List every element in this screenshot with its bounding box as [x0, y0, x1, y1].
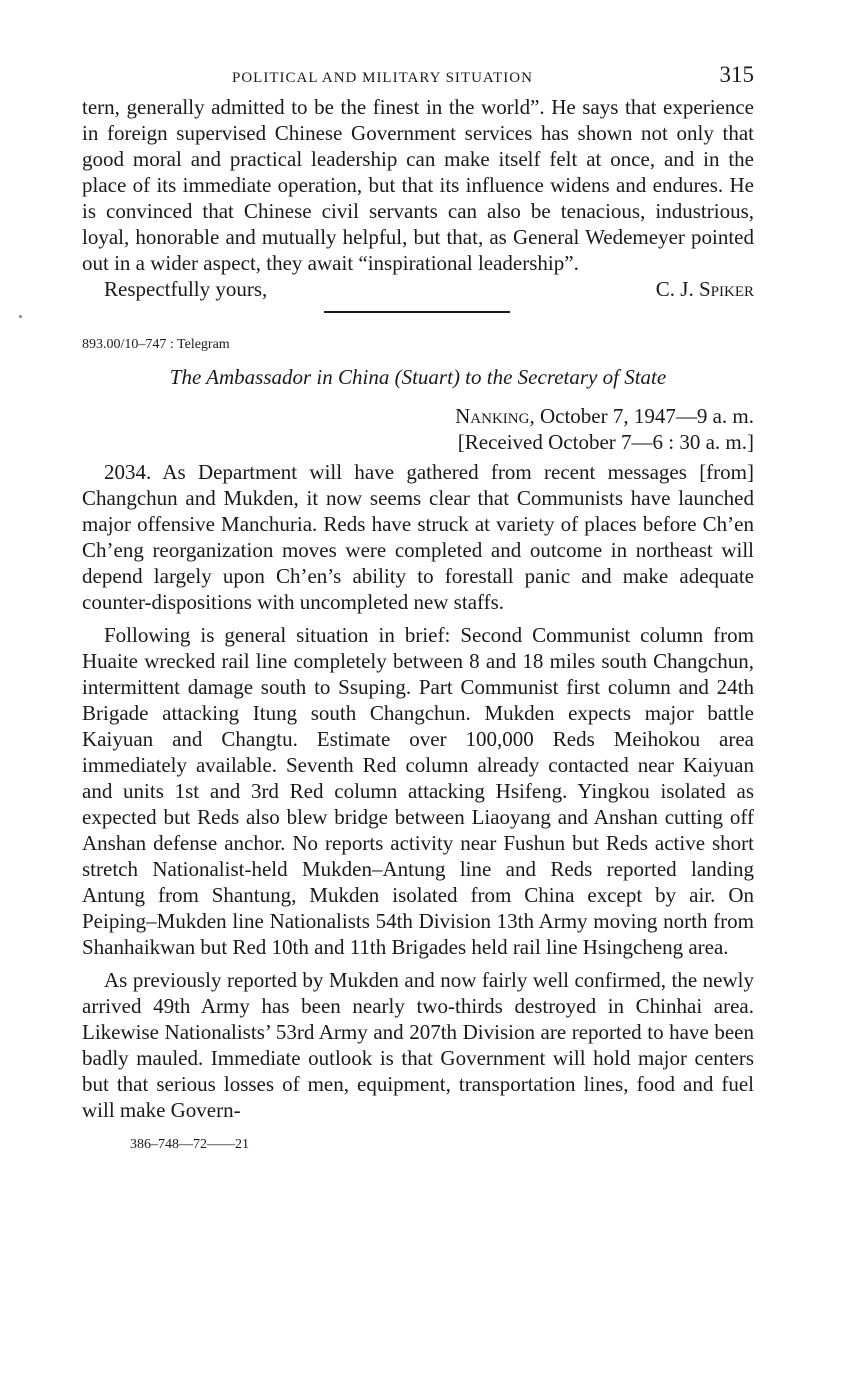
running-title: POLITICAL AND MILITARY SITUATION: [232, 70, 533, 86]
page-number: 315: [719, 62, 754, 87]
closing-phrase: Respectfully yours,: [104, 277, 268, 301]
dateline-place: Nanking,: [455, 404, 535, 428]
telegram-paragraph: 2034. As Department will have gathered from recent messages [from] Changchun and Mukden, it now seems clear that Communists have launched major offensive Manchuria. Reds have struck at variety of places before Ch’en Ch’eng reorganization moves were completed and outcome in northeast will depend largely upon Ch’en’s ability to forestall panic and make adequate counter-dispositions with uncompleted new staffs.: [82, 460, 754, 614]
telegram-paragraph: As previously reported by Mukden and now fairly well confirmed, the newly arrived 49th Army has been nearly two-thirds destroyed in Chinhai area. Likewise Nationalists’ 53rd Army and 207th Division are reported to have been badly mauled. Immediate outlook is that Government will hold major centers but that serious losses of men, equipment, transportation lines, food and fuel will make Govern-: [82, 968, 754, 1122]
margin-dot: [19, 315, 22, 318]
dateline-received: [Received October 7—6 : 30 a. m.]: [457, 430, 754, 454]
telegram-body: [82, 459, 754, 1123]
telegram-paragraph: Following is general situation in brief: Second Communist column from Huaite wrecked rail line completely between 8 and 18 miles south Changchun, intermittent damage south to Ssuping. Part Communist first column and 24th Brigade attacking Itung south Changchun. Mukden expects major battle Kaiyuan and Changtu. Estimate over 100,000 Reds Meihokou area immediately available. Seventh Red column already contacted near Kaiyuan and units 1st and 3rd Red column attacking Hsifeng. Yingkou isolated as expected but Reds also blew bridge between Liaoyang and Anshan cutting off Anshan defense anchor. No reports activity near Fushun but Reds active short stretch Nationalist-held Mukden–Antung line and Reds reported landing Antung from Shantung, Mukden isolated from China except by air. On Peiping–Mukden line Nationalists 54th Division 13th Army moving north from Shanhaikwan but Red 10th and 11th Brigades held rail line Hsingcheng area.: [82, 623, 754, 959]
continuation-section: [82, 94, 754, 276]
dateline-sent: [82, 403, 754, 429]
running-head: [82, 62, 754, 94]
print-code: 386–748—72——21: [130, 1137, 249, 1152]
document-heading: The Ambassador in China (Stuart) to the Secretary of State: [169, 365, 667, 389]
dateline-date: October 7, 1947—9 a. m.: [539, 404, 754, 428]
page: [82, 62, 754, 1153]
continuation-paragraph: tern, generally admitted to be the finest in the world”. He says that experience in foreign supervised Chinese Government services has shown not only that good moral and practical leadership can make itself felt at once, and in the place of its immediate operation, but that its influence widens and endures. He is convinced that Chinese civil servants can also be tenacious, industrious, loyal, honorable and mutually helpful, but that, as General Wedemeyer pointed out in a wider aspect, they await “inspirational leadership”.: [82, 95, 754, 275]
letter-closing: [82, 276, 754, 302]
dateline: [82, 403, 754, 455]
file-reference: 893.00/10–747 : Telegram: [82, 337, 230, 352]
section-divider: [324, 311, 510, 313]
signature: C. J. Spiker: [655, 277, 754, 301]
